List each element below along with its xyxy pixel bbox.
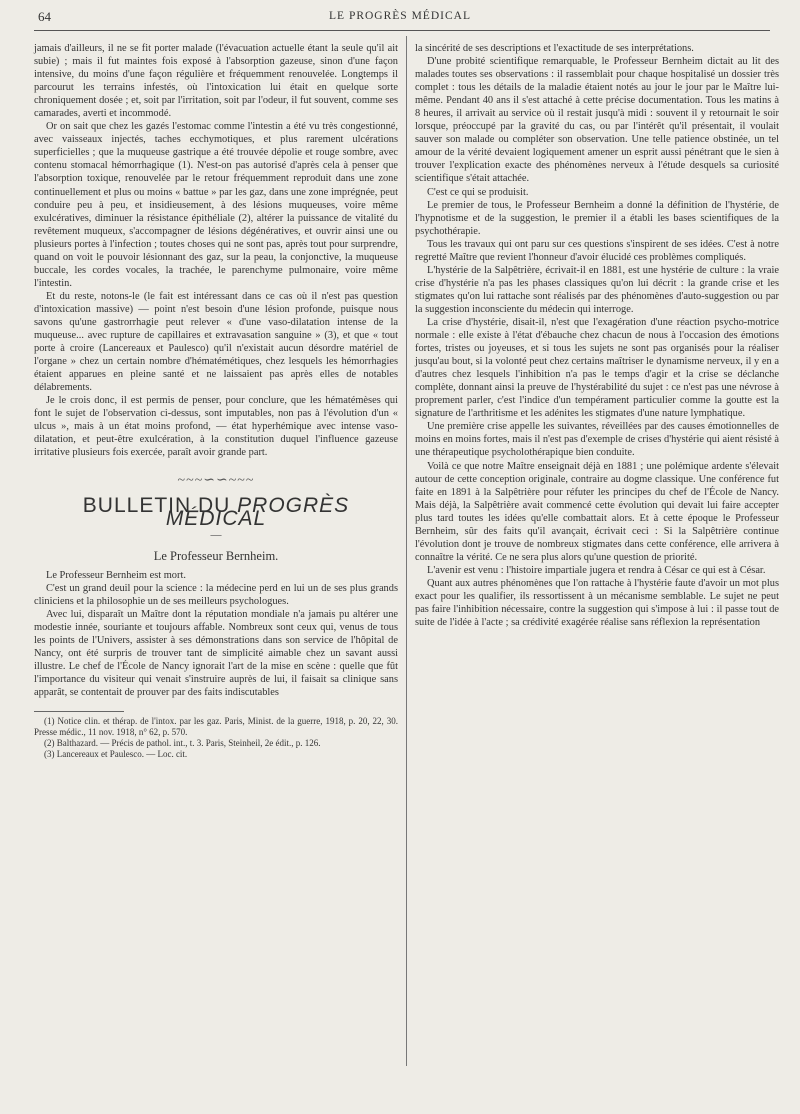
page-number: 64 (38, 9, 51, 24)
left-column (34, 42, 398, 1042)
footnote-rule (34, 711, 124, 712)
right-column (415, 42, 779, 1072)
paragraph: Voilà ce que notre Maître enseignait déjà en 1881 ; une polémique ardente s'élevait autour de cette conception originale, contraire au dogme classique. Une conférence fut faite en 1891 à la Salpêtrière pour réfuter les principes du chef de l'École de Nancy. Mais déjà, la Salpêtrière avait commencé cette évolution qui devait lui faire accepter plus tard toutes les idées qu'elle combattait alors. Et à cette époque le Professeur Bernheim, sûr des faits qu'il avançait, écrivait ceci : Si la Salpêtrière continue l'évolution dont je trouve de nombreux stigmates dans cette conférence, elle arrivera à connaître la vérité. Ce ne sera plus alors qu'une question de priorité. (415, 460, 779, 563)
column-divider (406, 36, 407, 1066)
paragraph: La crise d'hystérie, disait-il, n'est que l'exagération d'une réaction psycho-motrice normale : elle existe à l'état d'ébauche chez chacun de nous à l'occasion des émotions fortes, tristes ou joyeuses, et si tous les sujets ne sont pas organisés pour la réaliser jusqu'au bout, si la volonté peut chez certains maîtriser le dynamisme nerveux, il y en a d'autres chez lesquels l'inhibition n'a pas le temps d'agir et la crise se déclanche complète, donnant ainsi la preuve de l'hystérabilité du sujet : ce n'est pas une névrose à proprement parler, c'est l'indice d'un tempérament particulier comme la goutte est la signature de l'arthritisme et les adénites les stigmates d'une nature lymphatique. (415, 316, 779, 420)
paragraph: Or on sait que chez les gazés l'estomac comme l'intestin a été vu très congestionné, avec vaisseaux injectés, taches ecchymotiques, et plus rarement ulcérations superficielles ; que la muqueuse gastrique a été trouvée dépolie et rouge sombre, avec contenu stomacal hémorrhagique (1). N'est-on pas autorisé d'après cela à penser que l'absorption toxique, renouvelée par le retour fréquemment reproduit dans une zone continuellement et plus ou moins « battue » par les gaz, dans une zone imprégnée, peut conduire peu à peu, et insidieusement, à des lésions muqueuses, voire même exulcératives, diminuer la résistance épithéliale (2), altérer la puissance de vitalité du revêtement muqueux, s'accompagner de lésions dégénératives, et ouvrir ainsi une ou plusieurs portes à l'infection ; toutes choses qui ne sont pas, après tout pour surprendre, quand on voit le pouvoir lésionnant des gaz, sur la peau, la conjonctive, la muqueuse buccale, les cordes vocales, la trachée, le parenchyme pulmonaire, voire même l'intestin. (34, 121, 398, 289)
footnote: (3) Lancereaux et Paulesco. — Loc. cit. (44, 749, 188, 760)
paragraph: Je le crois donc, il est permis de penser, pour conclure, que les hématémèses qui font le sujet de l'observation ci-dessus, sont imputables, non pas à l'évolution d'un « ulcus », mais à un état moins profond, — état hyperhémique avec intense vaso-dilatation, et peut-être exulcération, à la constitution duquel l'influence gazeuse irritative plusieurs fois exercée, paraît avoir grande part. (34, 395, 398, 459)
paragraph: la sincérité de ses descriptions et l'exactitude de ses interprétations. (415, 43, 694, 54)
bulletin-title-journal: PROGRÈS MÉDICAL (165, 493, 350, 530)
paragraph: D'une probité scientifique remarquable, le Professeur Bernheim dictait au lit des malades toutes ses observations : il rassemblait pour chaque hospitalisé un dossier très complet : tous les détails de la maladie étaient notés au jour le jour par le Maître lui-même. Pendant 40 ans il s'est attaché à cette précise documentation. Tous les matins à 8 heures, il arrivait au service où il restait jusqu'à midi : souvent il y retournait le soir lorsque, préoccupé par la gravité du cas, ou par l'intérêt qu'il présentait, il voulait sauver son malade ou compléter son observation. Une telle patience obstinée, un tel amour de la vérité devaient logiquement amener un esprit aussi pénétrant que le sien à trouver l'explication exacte des phénomènes nerveux à l'étude desquels sa curiosité scientifique s'était attachée. (415, 56, 779, 185)
paragraph: Quant aux autres phénomènes que l'on rattache à l'hystérie faute d'avoir un mot plus exact pour les qualifier, ils ressortissent à un mécanisme semblable. Le sujet ne peut pas faire l'inhibition nécessaire, contre la suggestion qui s'impose à lui : il passe tout de suite de l'idée à l'acte ; sa crédivité exagérée réalise sans réflexion la représentation (415, 577, 779, 629)
article-subheading: Le Professeur Bernheim. (153, 548, 279, 563)
journal-title: LE PROGRÈS MÉDICAL (329, 10, 471, 22)
bulletin-title (34, 493, 398, 530)
paragraph: C'est ce qui se produisit. (427, 186, 529, 198)
footnotes (34, 716, 398, 760)
paragraph: Le Professeur Bernheim est mort. (46, 569, 186, 581)
paragraph: C'est un grand deuil pour la science : la médecine perd en lui un de ses plus grands cliniciens et la philosophie un de ses meilleurs psychologues. (34, 582, 398, 607)
title-dash: — (210, 528, 222, 541)
paragraph: Avec lui, disparaît un Maître dont la réputation mondiale n'a jamais pu altérer une modestie innée, souriante et toujours affable. Nombreux sont ceux qui, venus de tous les points de l'Univers, assister à ses démonstrations dans son service de l'hôpital de Nancy, ont été surpris de trouver tant de simplicité aimable chez un savant aussi illustre. Le chef de l'École de Nancy ignorait l'art de la mise en scène : quelle que fût l'importance du visiteur qui venait s'instruire auprès de lui, il faisait sa clinique sans apparât, se contentait de prouver par des faits indiscutables (34, 608, 398, 699)
bulletin-title-prefix: BULLETIN DU (82, 493, 231, 517)
header-rule (34, 30, 770, 31)
paragraph: Le premier de tous, le Professeur Bernheim a donné la définition de l'hystérie, de l'hypnotisme et de la suggestion, le premier il a établi les bases scientifiques de la psychothérapie. (415, 199, 779, 237)
paragraph: Une première crise appelle les suivantes, réveillées par des causes émotionnelles de moins en moins fortes, mais il n'est pas d'exemple de crises d'hystérie qui aient résisté à une thérapeutique psycholothérapique bien conduite. (415, 421, 780, 459)
paragraph: L'avenir est venu : l'histoire impartiale jugera et rendra à César ce qui est à César. (427, 564, 766, 576)
paragraph: L'hystérie de la Salpêtrière, écrivait-il en 1881, est une hystérie de culture : la vraie crise d'hystérie n'a pas les phases classiques qu'on lui décrit : la grande crise et les stigmates qu'on lui rattache sont réalisés par des phénomènes d'auto-suggestion ou par la suggestion inconsciente du médecin qui interroge. (415, 264, 779, 315)
footnote: (2) Balthazard. — Précis de pathol. int., t. 3. Paris, Steinheil, 2e édit., p. 126. (44, 738, 321, 749)
paragraph: Tous les travaux qui ont paru sur ces questions s'inspirent de ses idées. C'est à notre regretté Maître que revient l'honneur d'avoir élucidé ces problèmes compliqués. (415, 238, 779, 263)
footnote: (1) Notice clin. et thérap. de l'intox. par les gaz. Paris, Minist. de la guerre, 1918, p. 20, 22, 30. Presse médic., 11 nov. 1918, n° 62, p. 570. (34, 716, 398, 738)
ornament-divider: ~~~∽∽~~~ (177, 472, 255, 488)
paragraph: Et du reste, notons-le (le fait est intéressant dans ce cas où il n'est pas question d'intoxication massive) — point n'est besoin d'une lésion profonde, puisque nous savons qu'une gastrorrhagie peut relever « d'une vaso-dilatation intense de la muqueuse... avec rupture de capillaires et extravasation sanguine » (3), et que « tout porte à croire (Lancereaux et Paulesco) qu'il n'existait aucun désordre matériel de l'organe » chez un certain nombre d'hématémétiques, chez lesquels les hémorrhagies étaient apparues en pleine santé et ne laissaient pas après elles de notables délabrements. (34, 290, 398, 394)
paragraph: jamais d'ailleurs, il ne se fit porter malade (l'évacuation actuelle étant la seule qu'il ait subie) ; mais il fut maintes fois exposé à l'absorption gazeuse, sinon d'une façon intensive, du moins d'une façon régulière et fréquemment renouvelée. Longtemps il parcourut les terrains infestés, où l'intoxication lui était en quelque sorte chroniquement dosée ; et, soit par l'irritation, soit par l'odeur, il fut souvent, comme ses camarades, averti et incommodé. (34, 43, 398, 120)
